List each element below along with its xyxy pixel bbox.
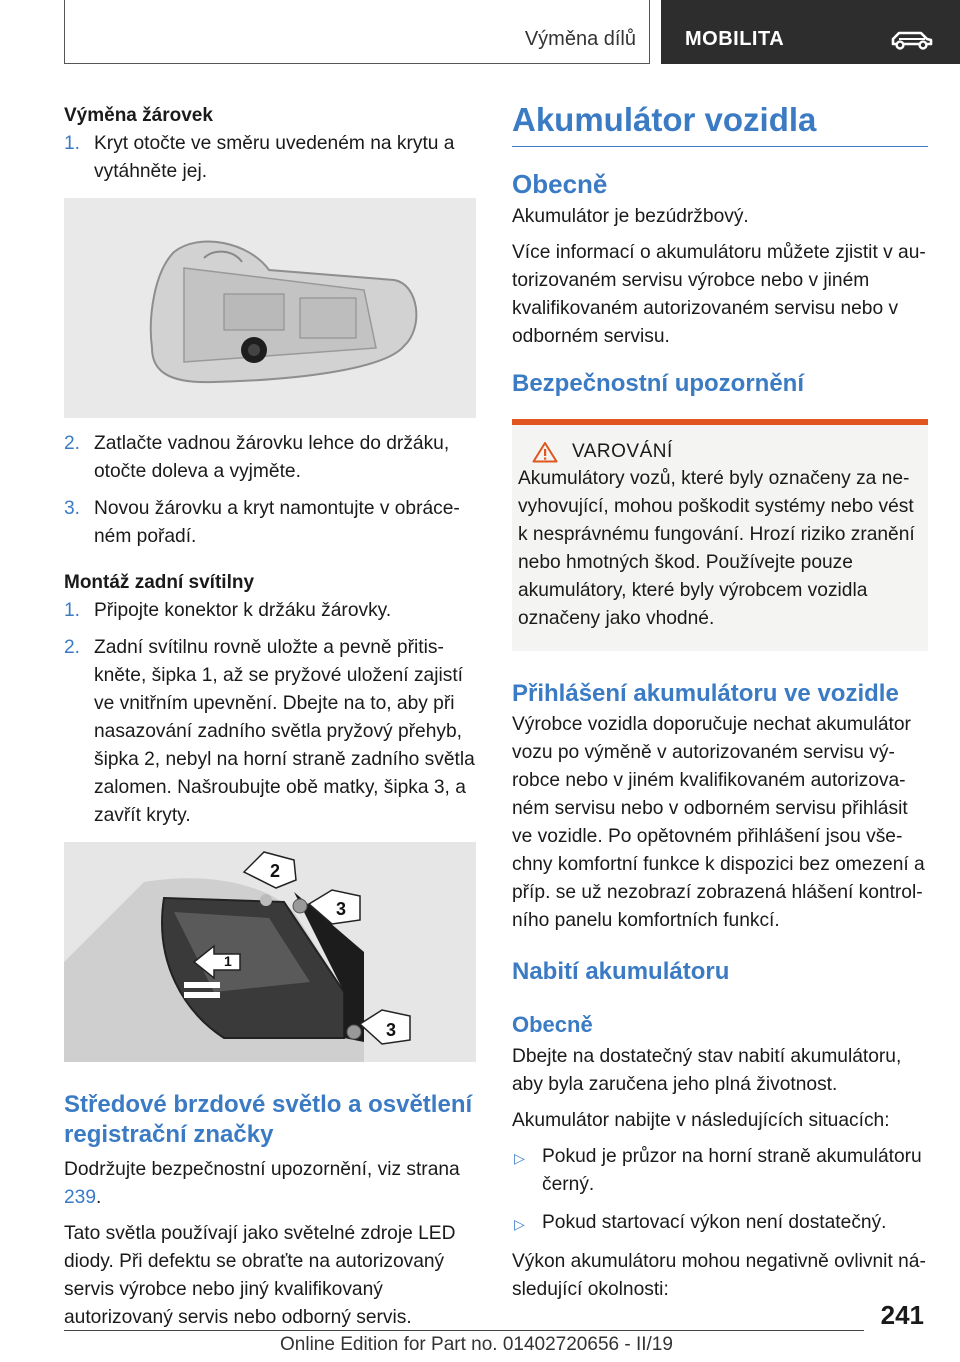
paragraph-led-info: Tato světla používají jako světelné zdroje LED diody. Při defektu se obraťte na autorizovaný servis výrobce nebo jiný kvalifikovaný autorizovaný servis nebo odborný servis. bbox=[64, 1223, 456, 1328]
step-text: Připojte konektor k držáku žárovky. bbox=[94, 600, 392, 621]
list-item bbox=[512, 1209, 928, 1238]
paragraph-performance: Výkon akumulátoru mohou negativně ovlivnit následující okolnosti: bbox=[512, 1251, 926, 1300]
warning-text: Akumulátory vozů, které byly označeny za nevyhovující, mohou poškodit systémy nebo vést k nesprávnému fungování. Hrozí riziko zranění nebo hmotných škod. Používejte pouze akumulátory, které byly výrobcem vozidla označeny jako vhodné. bbox=[518, 468, 915, 629]
header-section-title: Výměna dílů bbox=[524, 28, 636, 50]
paragraph-more-info: Více informací o akumulátoru můžete zjistit v autorizovaném servisu výrobce nebo v jiném kvalifikovaném autorizovaném servisu nebo v odborném servisu. bbox=[512, 242, 926, 347]
step-number: 1. bbox=[64, 600, 81, 621]
step-text: Zatlačte vadnou žárovku lehce do držáku, otočte doleva a vyjměte. bbox=[94, 433, 450, 482]
list-item bbox=[64, 597, 476, 625]
warning-box bbox=[512, 419, 928, 651]
list-item bbox=[64, 495, 476, 551]
tail-light-housing-illustration bbox=[64, 198, 476, 418]
paragraph-safety-ref-end: . bbox=[96, 1187, 102, 1208]
paragraph-charge-level: Dbejte na dostatečný stav nabití akumulátoru, aby byla zaručena jeho plná životnost. bbox=[512, 1046, 902, 1095]
warning-title: VAROVÁNÍ bbox=[572, 441, 673, 462]
step-text: Zadní svítilnu rovně uložte a pevně přitiskněte, šipka 1, až se pryžové uložení zajistí ve vnitřním upevnění. Dbejte na to, aby při nasazování zadního světla pryžový přehyb, šipka 2, nebyl na horní straně zadního světla zalomen. Našroubujte obě matky, šipka 3, a zavřít kryty. bbox=[94, 637, 475, 826]
step-text: Novou žárovku a kryt namontujte v obráceném pořadí. bbox=[94, 498, 460, 547]
arrow-label-3-top: 3 bbox=[336, 899, 347, 919]
page-link-239[interactable]: 239 bbox=[64, 1187, 97, 1208]
subheading-general: Obecně bbox=[512, 1012, 593, 1037]
paragraph-maintenance-free: Akumulátor je bezúdržbový. bbox=[512, 206, 749, 227]
bullet-triangle-icon: ▷ bbox=[514, 1216, 525, 1232]
bullet-list bbox=[512, 1143, 928, 1238]
heading-general: Obecně bbox=[512, 169, 608, 199]
list-item bbox=[64, 634, 476, 830]
step-number: 2. bbox=[64, 637, 81, 658]
paragraph-safety-ref-text: Dodržujte bezpečnostní upozornění, viz strana bbox=[64, 1159, 460, 1180]
steps-list-3 bbox=[64, 597, 476, 830]
steps-list-2 bbox=[64, 430, 476, 551]
bullet-triangle-icon: ▷ bbox=[514, 1150, 525, 1166]
list-item bbox=[64, 430, 476, 486]
step-number: 1. bbox=[64, 133, 81, 154]
arrow-label-1: 1 bbox=[224, 953, 232, 969]
heading-battery-charging: Nabití akumulátoru bbox=[512, 958, 730, 985]
step-number: 3. bbox=[64, 498, 81, 519]
warning-triangle-icon bbox=[532, 441, 558, 463]
subheading-bulb-replacement: Výměna žárovek bbox=[64, 105, 213, 126]
warning-title-row bbox=[518, 441, 922, 463]
bullet-text: Pokud je průzor na horní straně akumulátoru černý. bbox=[542, 1146, 922, 1195]
bullet-text: Pokud startovací výkon není dostatečný. bbox=[542, 1212, 887, 1233]
arrow-label-2: 2 bbox=[270, 861, 281, 881]
heading-vehicle-battery: Akumulátor vozidla bbox=[512, 100, 928, 147]
header-chapter-tab bbox=[661, 0, 960, 64]
footer-edition: Online Edition for Part no. 01402720656 - II/19 bbox=[280, 1334, 673, 1355]
tail-light-mounting-image bbox=[64, 842, 476, 1062]
steps-list-1 bbox=[64, 130, 476, 186]
list-item bbox=[512, 1143, 928, 1199]
paragraph-charge-situations: Akumulátor nabijte v následujících situacích: bbox=[512, 1110, 890, 1131]
heading-safety-notes: Bezpečnostní upozornění bbox=[512, 370, 805, 397]
paragraph-registration: Výrobce vozidla doporučuje nechat akumulátor vozu po výměně v autorizovaném servisu výrobce nebo v jiném kvalifikovaném autorizovaném servisu nebo v odborném servisu přihlásit ve vozidle. Po opětovném přihlášení jsou všechny komfortní funkce k dispozici bez omezení a příp. se už nezobrazí zobrazená hlášení kontrolního panelu komfortních funkcí. bbox=[512, 714, 925, 931]
subheading-tail-light-mounting: Montáž zadní svítilny bbox=[64, 572, 255, 593]
footer-divider bbox=[64, 1330, 864, 1331]
tail-light-mounting-illustration bbox=[64, 842, 476, 1062]
heading-battery-registration: Přihlášení akumulátoru ve vozidle bbox=[512, 680, 899, 707]
left-column bbox=[64, 100, 476, 1332]
header-chapter-title: MOBILITA bbox=[685, 28, 785, 50]
paragraph-safety-ref bbox=[64, 1156, 476, 1212]
tail-light-cover-image bbox=[64, 198, 476, 418]
right-column bbox=[512, 100, 928, 1304]
step-text: Kryt otočte ve směru uvedeném na krytu a vytáhněte jej. bbox=[94, 133, 455, 182]
list-item bbox=[64, 130, 476, 186]
step-number: 2. bbox=[64, 433, 81, 454]
car-icon bbox=[889, 28, 933, 52]
arrow-label-3-bottom: 3 bbox=[386, 1020, 397, 1040]
page-number: 241 bbox=[880, 1300, 924, 1330]
heading-brake-light: Středové brzdové světlo a osvětlení registrační značky bbox=[64, 1091, 473, 1148]
